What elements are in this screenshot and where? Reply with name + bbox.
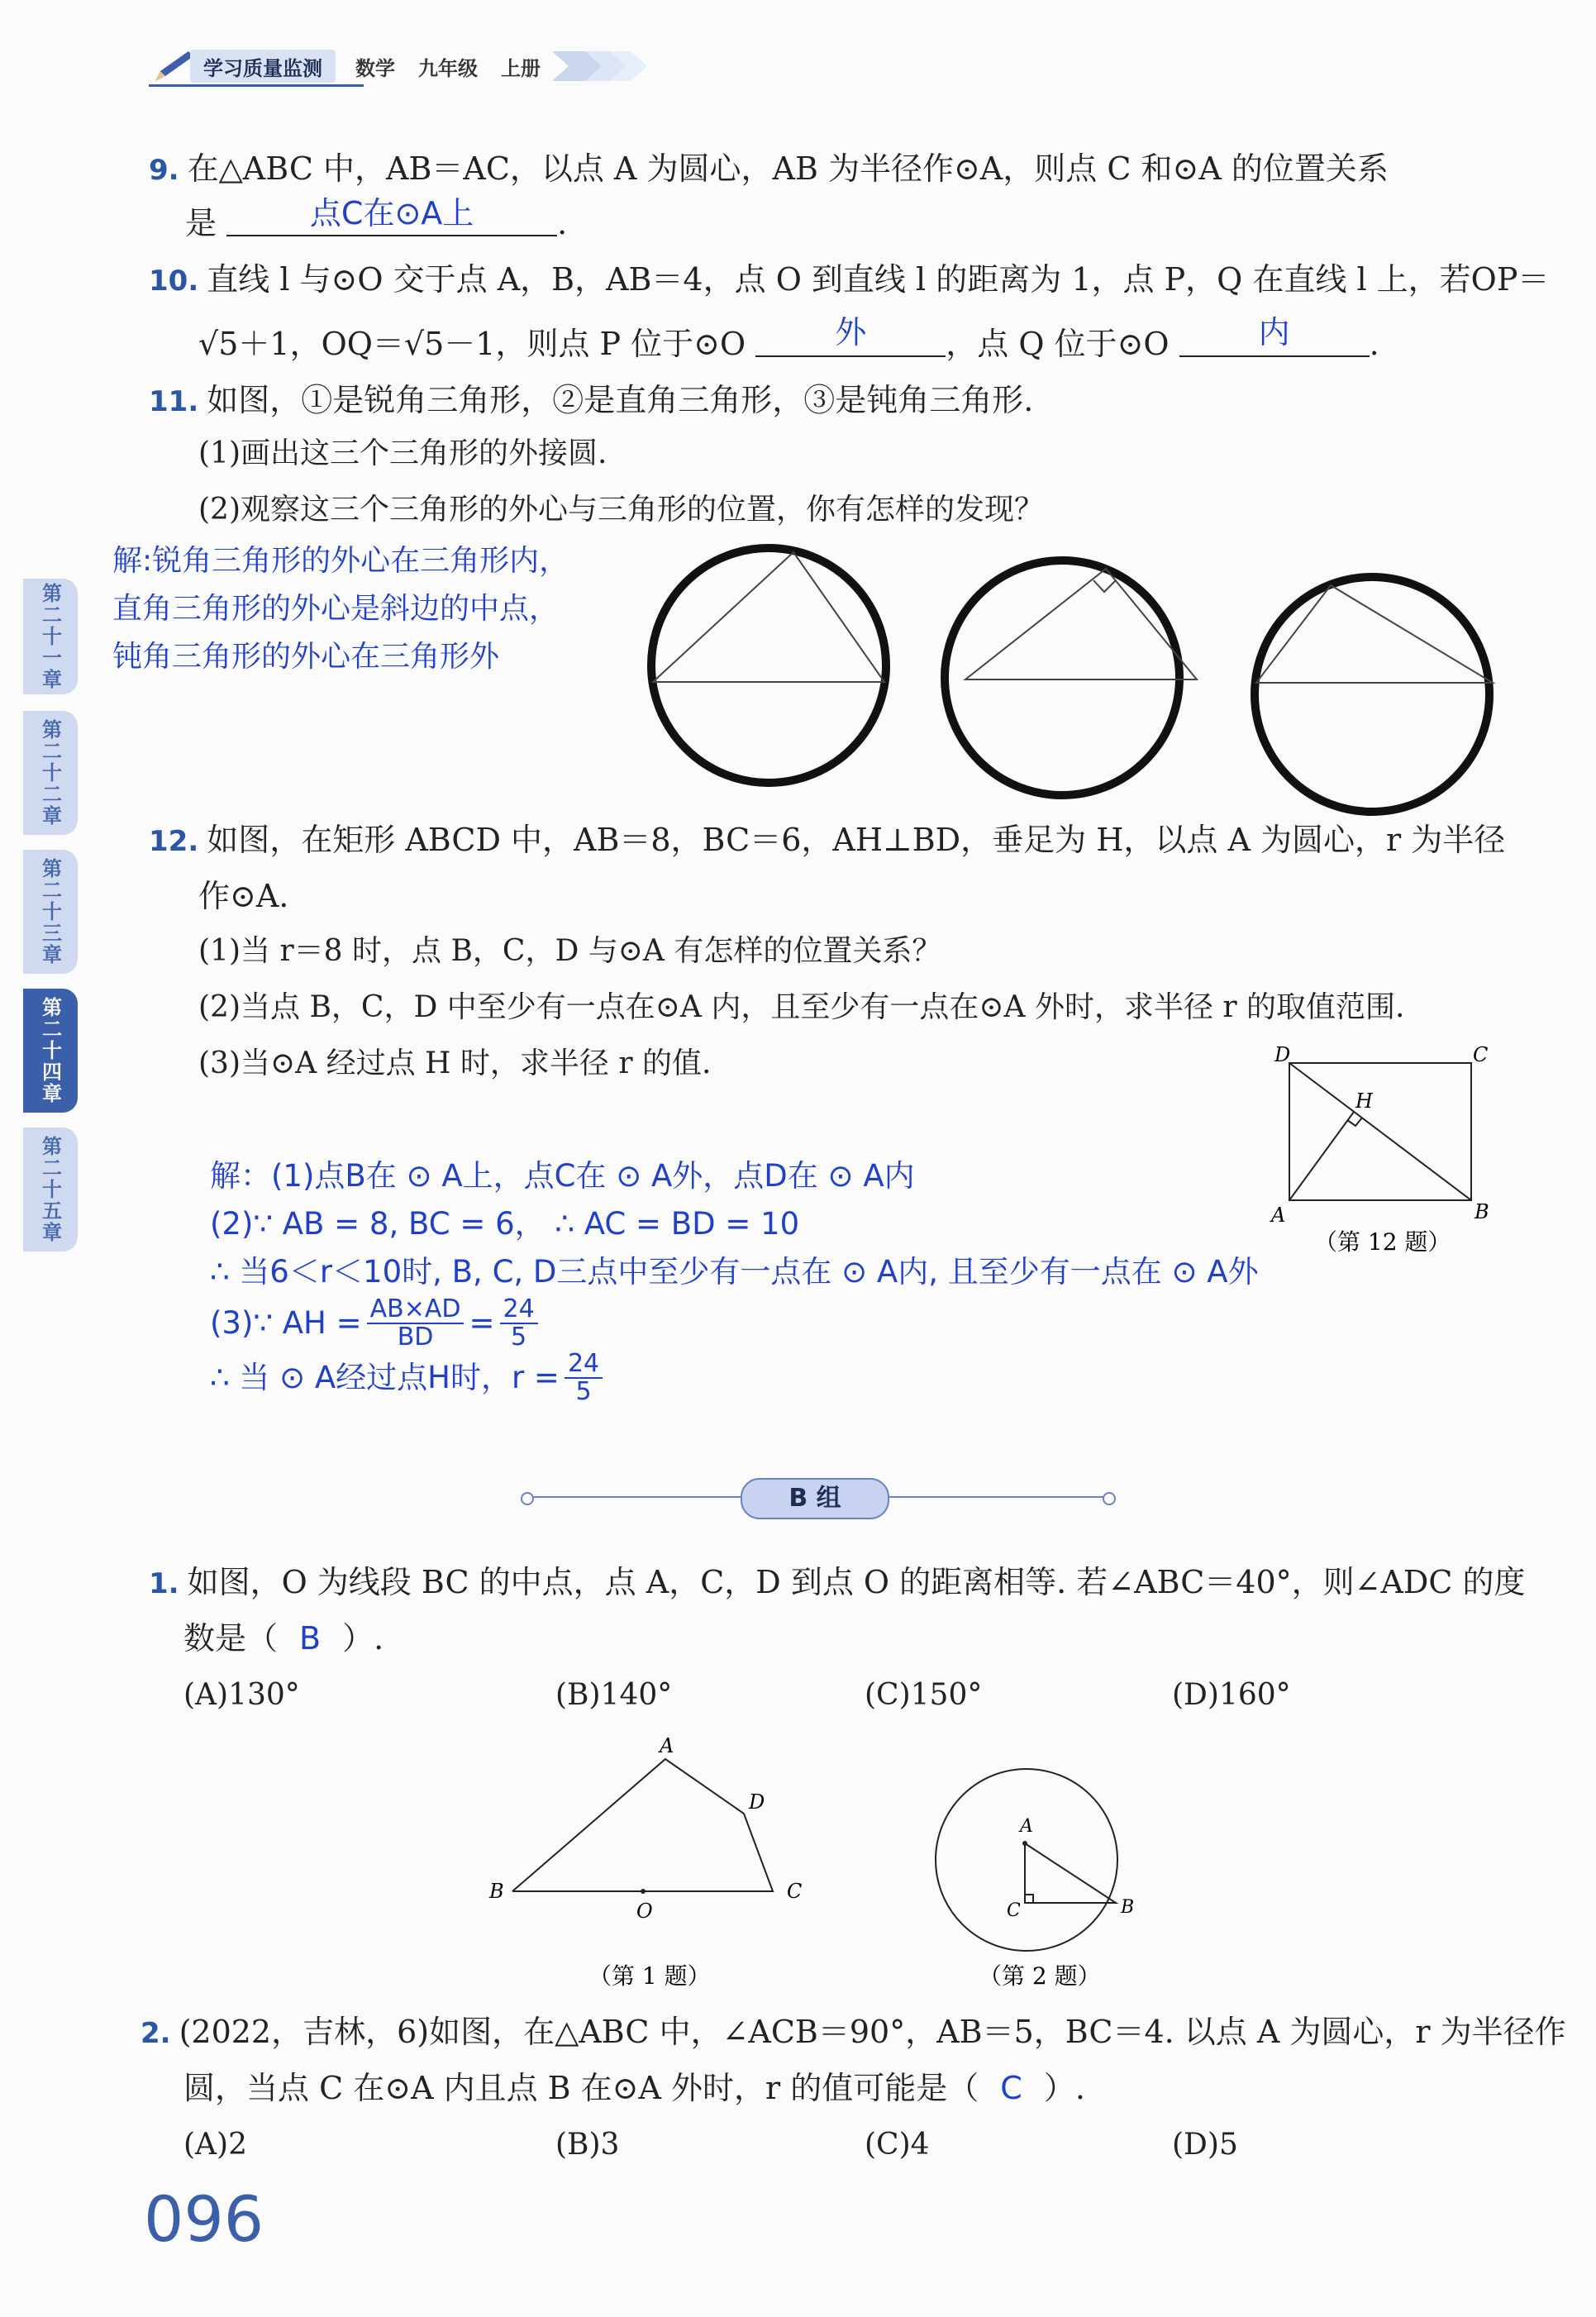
q9-number: 9. xyxy=(149,154,179,187)
q12-sol4-num2: 24 xyxy=(500,1296,538,1324)
b1-answer[interactable]: B xyxy=(299,1620,322,1657)
fig1-label-C: C xyxy=(787,1880,803,1903)
fig12-label-H: H xyxy=(1355,1089,1373,1113)
fig12-label-D: D xyxy=(1274,1043,1291,1066)
header-volume: 上册 xyxy=(501,56,541,80)
q9-text2: 是 xyxy=(185,205,217,241)
q10-answer2-blank[interactable] xyxy=(1179,314,1370,357)
q11-figures xyxy=(636,546,1513,794)
q12-sub2: (2)当点 B，C，D 中至少有一点在⊙A 内，且至少有一点在⊙A 外时，求半径 r 的取值范围. xyxy=(198,990,1405,1024)
b2-line1 xyxy=(141,2012,1566,2053)
fig12-label-C: C xyxy=(1473,1043,1489,1066)
page-number: 096 xyxy=(144,2182,264,2256)
q12-sol4-den2: 5 xyxy=(511,1323,527,1352)
q12-sol4-lead: (3)∵ AH = xyxy=(210,1305,362,1341)
q11-sub2: (2)观察这三个三角形的外心与三角形的位置，你有怎样的发现？ xyxy=(198,493,1044,527)
b1-option-c[interactable]: (C)150° xyxy=(865,1678,983,1712)
divider-right-dot xyxy=(1103,1492,1116,1505)
q12-sol5-den: 5 xyxy=(575,1377,592,1406)
q12-sol-line5 xyxy=(210,1351,1259,1405)
q10-number: 10. xyxy=(149,265,199,298)
fig2-label-A: A xyxy=(1020,1816,1033,1837)
fig1-label-A: A xyxy=(660,1734,674,1757)
fig12-label-B: B xyxy=(1475,1200,1489,1223)
q12-text1: 如图，在矩形 ABCD 中，AB＝8，BC＝6，AH⊥BD，垂足为 H，以点 A 为圆心，r 为半径 xyxy=(207,822,1506,858)
q12-number: 12. xyxy=(149,825,199,858)
q12-line1 xyxy=(149,820,1505,861)
b2-option-a[interactable]: (A)2 xyxy=(183,2128,247,2162)
q10-line1 xyxy=(149,260,1549,301)
b2-text2a: 圆，当点 C 在⊙A 内且点 B 在⊙A 外时，r 的值可能是（ xyxy=(183,2070,979,2106)
q12-sol4-frac2 xyxy=(500,1296,538,1351)
q11-ans-line3: 钝角三角形的外心在三角形外 xyxy=(112,640,500,674)
q12-sol4-num: AB×AD xyxy=(367,1296,465,1324)
b2-number: 2. xyxy=(141,2017,171,2050)
header-series: 学习质量监测 xyxy=(203,56,322,80)
q12-sol4-eq: = xyxy=(469,1305,495,1341)
b1-text2b: ）. xyxy=(342,1620,384,1657)
chapter-tab-22[interactable]: 第二十二章 xyxy=(23,711,78,835)
q9-end: . xyxy=(557,205,568,241)
q11-ans-line2: 直角三角形的外心是斜边的中点， xyxy=(112,592,560,626)
group-b-badge: B 组 xyxy=(741,1478,889,1519)
b2-text1: (2022，吉林，6)如图，在△ABC 中，∠ACB＝90°，AB＝5，BC＝4. 以点 A 为圆心，r 为半径作 xyxy=(179,2014,1566,2050)
q10-text2b: ，点 Q 位于⊙O xyxy=(946,326,1170,362)
chapter-tab-23[interactable]: 第二十三章 xyxy=(23,850,78,974)
q11-handwritten-answer xyxy=(112,537,569,681)
fig1-caption: （第 1 题） xyxy=(588,1962,711,1990)
fig2-label-B: B xyxy=(1121,1897,1135,1918)
q10-answer2: 内 xyxy=(1258,314,1290,350)
q9-answer-blank[interactable] xyxy=(226,195,557,236)
q10-answer1: 外 xyxy=(835,314,867,350)
chapter-tab-25[interactable]: 第二十五章 xyxy=(23,1128,78,1251)
b1-option-d[interactable]: (D)160° xyxy=(1172,1678,1291,1712)
acute-triangle-figure xyxy=(651,548,886,783)
b1-option-b[interactable]: (B)140° xyxy=(555,1678,673,1712)
q12-sol4-frac1 xyxy=(367,1296,465,1351)
b2-option-d[interactable]: (D)5 xyxy=(1172,2128,1238,2162)
q12-sol4-den: BD xyxy=(397,1323,434,1352)
q12-line2: 作⊙A. xyxy=(198,878,289,914)
q12-sol-line1: 解：(1)点B在 ⊙ A上，点C在 ⊙ A外，点D在 ⊙ A内 xyxy=(210,1158,915,1194)
fig1-label-O: O xyxy=(636,1900,653,1923)
fig1-label-B: B xyxy=(489,1880,504,1903)
b-figures xyxy=(479,1733,1135,2005)
q12-sub3: (3)当⊙A 经过点 H 时，求半径 r 的值. xyxy=(198,1046,712,1080)
q9-answer: 点C在⊙A上 xyxy=(309,195,474,231)
q10-end: . xyxy=(1369,326,1379,362)
fig2-label-C: C xyxy=(1007,1900,1021,1921)
q12-sol-line2: (2)∵ AB = 8, BC = 6， ∴ AC = BD = 10 xyxy=(210,1206,800,1242)
q12-sol5-num: 24 xyxy=(565,1351,603,1379)
b2-text2b: ）. xyxy=(1043,2070,1085,2106)
header-grade: 九年级 xyxy=(418,56,478,80)
q12-sol-line4 xyxy=(210,1296,1259,1351)
q10-text2a: √5＋1，OQ＝√5－1，则点 P 位于⊙O xyxy=(198,326,746,362)
b1-option-a[interactable]: (A)130° xyxy=(183,1678,300,1712)
fig2-caption: （第 2 题） xyxy=(979,1962,1101,1990)
q9-line2 xyxy=(185,195,568,243)
b1-number: 1. xyxy=(149,1567,179,1600)
q10-text1: 直线 l 与⊙O 交于点 A，B，AB＝4，点 O 到直线 l 的距离为 1，点 P，Q 在直线 l 上，若OP＝ xyxy=(207,261,1550,298)
b1-line1 xyxy=(149,1562,1526,1604)
chapter-tab-24[interactable]: 第二十四章 xyxy=(23,989,78,1113)
q12-sol5-frac xyxy=(565,1351,603,1405)
b1-line2 xyxy=(183,1619,384,1658)
header-rule xyxy=(149,84,364,87)
b2-line2 xyxy=(183,2068,1085,2108)
q12-solution xyxy=(210,1152,1259,1405)
b1-text1: 如图，O 为线段 BC 的中点，点 A，C，D 到点 O 的距离相等. 若∠ABC＝40°，则∠ADC 的度 xyxy=(187,1564,1526,1600)
b2-option-b[interactable]: (B)3 xyxy=(555,2128,620,2162)
fig12-caption: （第 12 题） xyxy=(1314,1228,1451,1256)
fig12-label-A: A xyxy=(1271,1204,1286,1227)
q11-ans-line1: 解:锐角三角形的外心在三角形内， xyxy=(112,544,569,578)
header-subject: 数学 xyxy=(355,56,395,80)
q9-line1 xyxy=(149,149,1389,190)
q11-text1: 如图，①是锐角三角形，②是直角三角形，③是钝角三角形. xyxy=(207,382,1034,418)
q11-line1 xyxy=(149,380,1033,422)
b2-answer[interactable]: C xyxy=(1000,2070,1022,2106)
q10-line2 xyxy=(198,314,1379,364)
fig2-circle-triangle xyxy=(936,1769,1134,1990)
right-triangle-figure xyxy=(945,560,1197,795)
q9-text1: 在△ABC 中，AB＝AC，以点 A 为圆心，AB 为半径作⊙A，则点 C 和⊙A 的位置关系 xyxy=(187,150,1389,187)
b2-option-c[interactable]: (C)4 xyxy=(865,2128,930,2162)
fig1-quadrilateral xyxy=(488,1734,802,1990)
chevrons-decoration xyxy=(552,48,651,84)
chapter-tab-21[interactable]: 第二十一章 xyxy=(23,579,78,694)
q12-rectangle-figure xyxy=(1256,1038,1504,1261)
q11-sub1: (1)画出这三个三角形的外接圆. xyxy=(198,436,607,470)
q11-number: 11. xyxy=(149,385,199,418)
divider-left-dot xyxy=(521,1492,534,1505)
b1-text2a: 数是（ xyxy=(183,1620,279,1657)
obtuse-triangle-figure xyxy=(1255,577,1493,812)
q12-sol5-lead: ∴ 当 ⊙ A经过点H时，r = xyxy=(210,1360,560,1395)
q12-sub1: (1)当 r＝8 时，点 B，C，D 与⊙A 有怎样的位置关系？ xyxy=(198,934,942,968)
q10-answer1-blank[interactable] xyxy=(755,314,946,357)
q12-sol-line3: ∴ 当6＜r＜10时, B, C, D三点中至少有一点在 ⊙ A内, 且至少有一点在 ⊙ A外 xyxy=(210,1254,1259,1290)
page-header xyxy=(149,48,651,84)
fig1-label-D: D xyxy=(749,1790,765,1814)
